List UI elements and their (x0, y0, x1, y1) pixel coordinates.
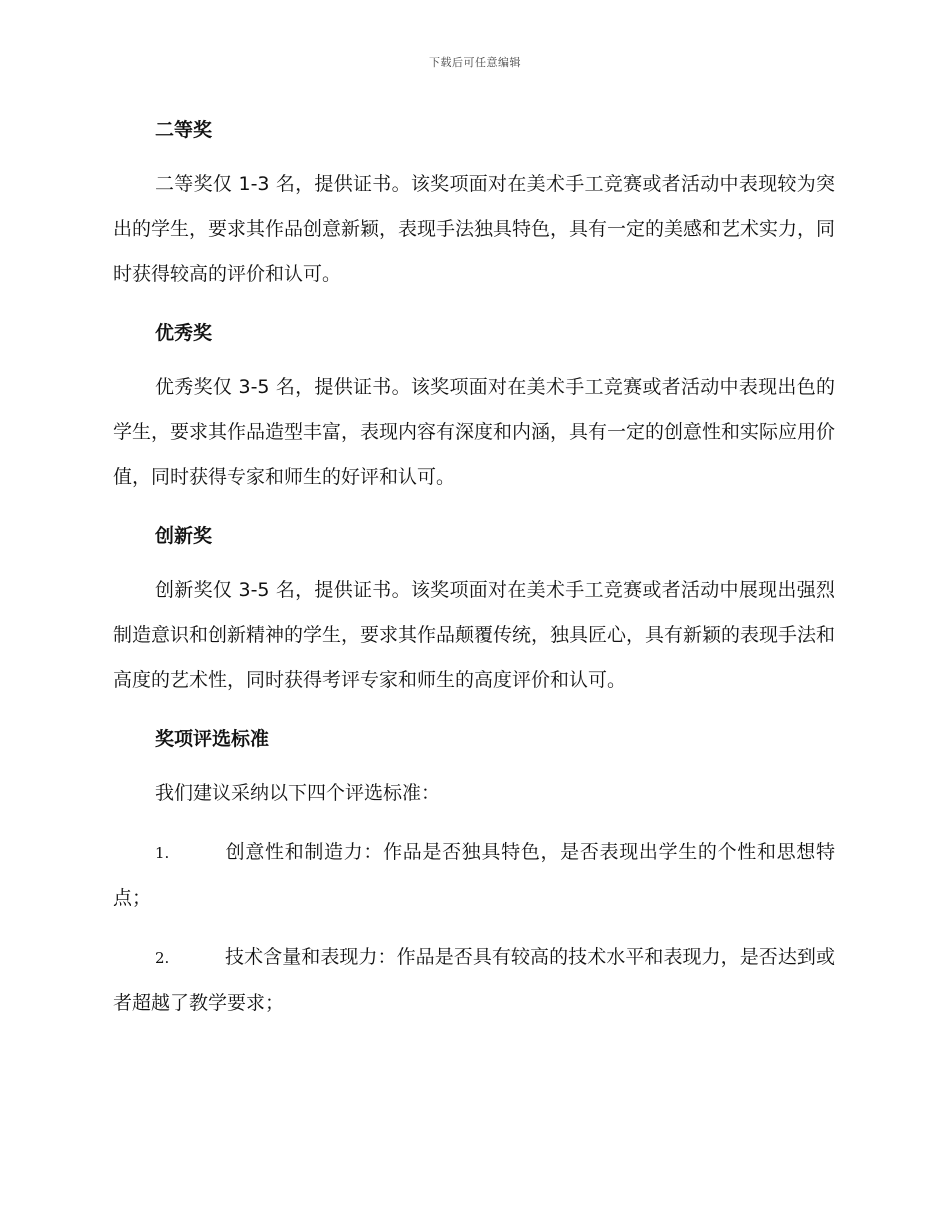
document-body (113, 108, 835, 1040)
criteria-intro: 我们建议采纳以下四个评选标准： (155, 782, 441, 804)
section-body-excellence-prize: 优秀奖仅 3-5 名，提供证书。该奖项面对在美术手工竞赛或者活动中表现出色的学生，要求其作品造型丰富，表现内容有深度和内涵，具有一定的创意性和实际应用价值，同时获得专家和师生的好评和认可。 (113, 376, 836, 488)
page-header-note: 下载后可任意编辑 (429, 56, 521, 69)
list-item-number: 2. (155, 949, 170, 967)
list-item-text: 技术含量和表现力：作品是否具有较高的技术水平和表现力，是否达到或者超越了教学要求； (113, 946, 835, 1014)
section-body-innovation-prize: 创新奖仅 3-5 名，提供证书。该奖项面对在美术手工竞赛或者活动中展现出强烈制造意识和创新精神的学生，要求其作品颠覆传统，独具匠心，具有新颖的表现手法和高度的艺术性，同时获得考评专家和师生的高度评价和认可。 (113, 579, 836, 691)
section-heading-innovation-prize: 创新奖 (155, 525, 213, 547)
section-heading-criteria: 奖项评选标准 (155, 728, 270, 750)
list-item-text: 创意性和制造力：作品是否独具特色，是否表现出学生的个性和思想特点； (113, 841, 835, 909)
section-heading-excellence-prize: 优秀奖 (155, 322, 213, 344)
list-item-number: 1. (155, 844, 170, 862)
criteria-list-item (113, 935, 835, 1026)
criteria-list-item (113, 830, 835, 921)
section-heading-second-prize: 二等奖 (155, 119, 213, 141)
section-body-second-prize: 二等奖仅 1-3 名，提供证书。该奖项面对在美术手工竞赛或者活动中表现较为突出的学生，要求其作品创意新颖，表现手法独具特色，具有一定的美感和艺术实力，同时获得较高的评价和认可。 (113, 173, 836, 285)
